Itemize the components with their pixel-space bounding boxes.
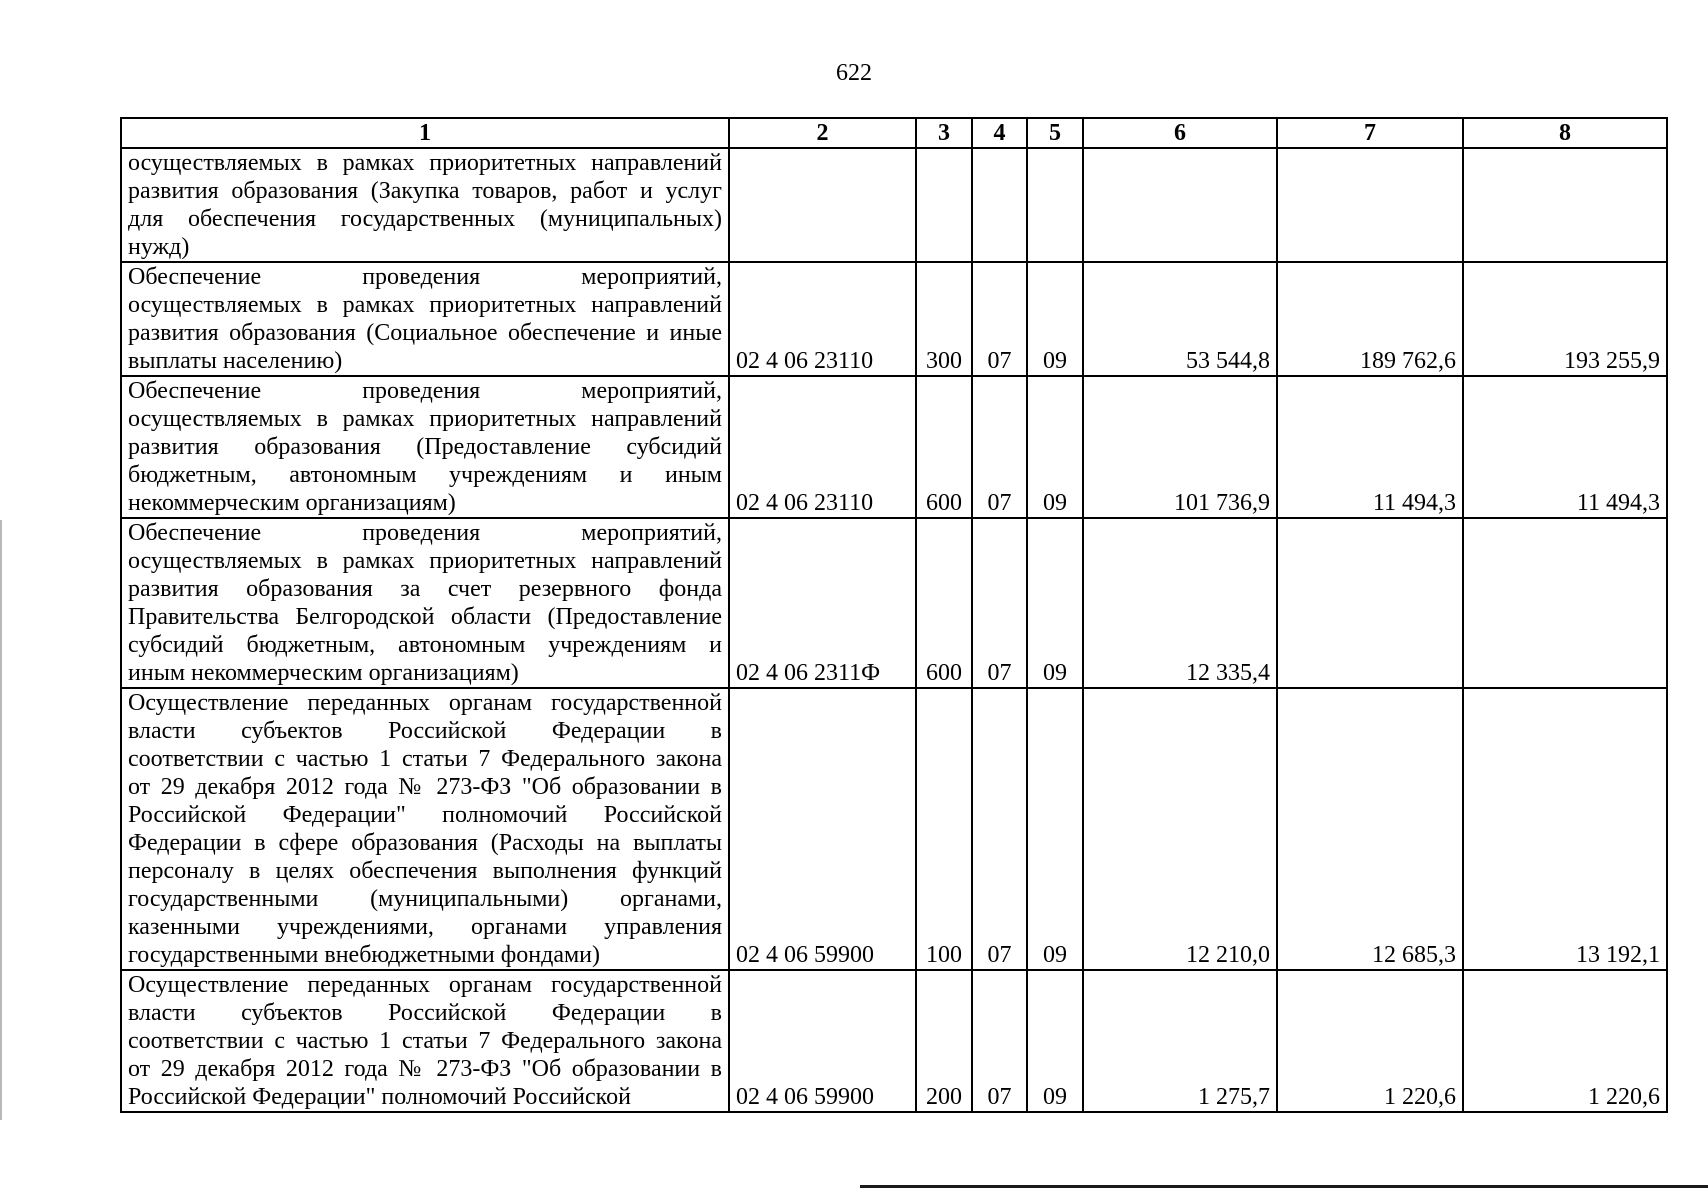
description-line: осуществляемых в рамках приоритетных направлений [128,292,722,318]
budget-table [120,117,1668,1113]
table-row [121,376,1667,518]
description-line: иным некоммерческим организациям) [128,660,519,686]
expense-type-code: 100 [916,688,972,970]
column-header: 3 [916,118,972,148]
description-line: персоналу в целях обеспечения выполнения функций [128,858,722,884]
description-line: власти субъектов Российской Федерации в [128,718,722,744]
header-row [121,118,1667,148]
amount-col-7 [1277,518,1463,688]
description-line: власти субъектов Российской Федерации в [128,1000,722,1026]
row-description [121,970,729,1112]
section-code: 07 [972,262,1027,376]
row-description [121,376,729,518]
description-line: осуществляемых в рамках приоритетных направлений [128,406,722,432]
table-row [121,148,1667,262]
section-code [972,148,1027,262]
subsection-code: 09 [1027,518,1083,688]
description-line: Российской Федерации" полномочий Российской [128,1084,631,1110]
section-code: 07 [972,970,1027,1112]
row-description [121,262,729,376]
description-line: Обеспечение проведения мероприятий, [128,378,722,404]
description-line: развития образования за счет резервного фонда [128,576,722,602]
target-article-code [729,148,916,262]
section-code: 07 [972,518,1027,688]
table-row [121,970,1667,1112]
subsection-code: 09 [1027,970,1083,1112]
amount-col-8 [1463,148,1667,262]
amount-col-7: 12 685,3 [1277,688,1463,970]
amount-col-6 [1083,148,1277,262]
description-line: Федерации в сфере образования (Расходы на выплаты [128,830,722,856]
description-line: некоммерческим организациям) [128,490,456,516]
amount-col-6: 12 210,0 [1083,688,1277,970]
amount-col-6: 53 544,8 [1083,262,1277,376]
description-line: Правительства Белгородской области (Предоставление [128,604,722,630]
description-line: казенными учреждениями, органами управления [128,914,722,940]
column-header: 6 [1083,118,1277,148]
description-line: Обеспечение проведения мероприятий, [128,264,722,290]
subsection-code: 09 [1027,688,1083,970]
target-article-code: 02 4 06 59900 [729,688,916,970]
description-line: Осуществление переданных органам государственной [128,690,722,716]
page-number: 622 [836,60,872,86]
row-description [121,518,729,688]
description-line: соответствии с частью 1 статьи 7 Федерального закона [128,1028,722,1054]
expense-type-code [916,148,972,262]
scan-edge-mark [0,520,2,1120]
amount-col-7: 1 220,6 [1277,970,1463,1112]
description-line: Российской Федерации" полномочий Российской [128,802,722,828]
description-line: осуществляемых в рамках приоритетных направлений [128,150,722,176]
description-line: соответствии с частью 1 статьи 7 Федерального закона [128,746,722,772]
subsection-code: 09 [1027,262,1083,376]
target-article-code: 02 4 06 23110 [729,262,916,376]
table-row [121,518,1667,688]
amount-col-7 [1277,148,1463,262]
bottom-rule [860,1185,1708,1188]
column-header: 4 [972,118,1027,148]
target-article-code: 02 4 06 2311Ф [729,518,916,688]
description-line: развития образования (Закупка товаров, работ и услуг [128,178,722,204]
column-header: 1 [121,118,729,148]
target-article-code: 02 4 06 23110 [729,376,916,518]
subsection-code: 09 [1027,376,1083,518]
description-line: государственными (муниципальными) органами, [128,886,722,912]
section-code: 07 [972,688,1027,970]
description-line: от 29 декабря 2012 года № 273-ФЗ "Об образовании в [128,774,722,800]
row-description [121,148,729,262]
section-code: 07 [972,376,1027,518]
description-line: Обеспечение проведения мероприятий, [128,520,722,546]
row-description [121,688,729,970]
amount-col-7: 11 494,3 [1277,376,1463,518]
amount-col-6: 1 275,7 [1083,970,1277,1112]
column-header: 2 [729,118,916,148]
description-line: государственными внебюджетными фондами) [128,942,601,968]
column-header: 5 [1027,118,1083,148]
description-line: для обеспечения государственных (муниципальных) [128,206,722,232]
subsection-code [1027,148,1083,262]
column-header: 7 [1277,118,1463,148]
table-body [121,148,1667,1112]
description-line: осуществляемых в рамках приоритетных направлений [128,548,722,574]
description-line: выплаты населению) [128,348,343,374]
description-line: субсидий бюджетным, автономным учреждениям и [128,632,722,658]
table-row [121,262,1667,376]
expense-type-code: 200 [916,970,972,1112]
amount-col-8: 11 494,3 [1463,376,1667,518]
expense-type-code: 300 [916,262,972,376]
table-row [121,688,1667,970]
amount-col-6: 12 335,4 [1083,518,1277,688]
amount-col-7: 189 762,6 [1277,262,1463,376]
amount-col-8: 193 255,9 [1463,262,1667,376]
description-line: бюджетным, автономным учреждениям и иным [128,462,722,488]
column-header: 8 [1463,118,1667,148]
expense-type-code: 600 [916,376,972,518]
description-line: развития образования (Предоставление субсидий [128,434,722,460]
amount-col-8: 13 192,1 [1463,688,1667,970]
amount-col-8 [1463,518,1667,688]
amount-col-6: 101 736,9 [1083,376,1277,518]
description-line: от 29 декабря 2012 года № 273-ФЗ "Об образовании в [128,1056,722,1082]
description-line: нужд) [128,234,190,260]
description-line: Осуществление переданных органам государственной [128,972,722,998]
description-line: развития образования (Социальное обеспечение и иные [128,320,722,346]
amount-col-8: 1 220,6 [1463,970,1667,1112]
target-article-code: 02 4 06 59900 [729,970,916,1112]
expense-type-code: 600 [916,518,972,688]
